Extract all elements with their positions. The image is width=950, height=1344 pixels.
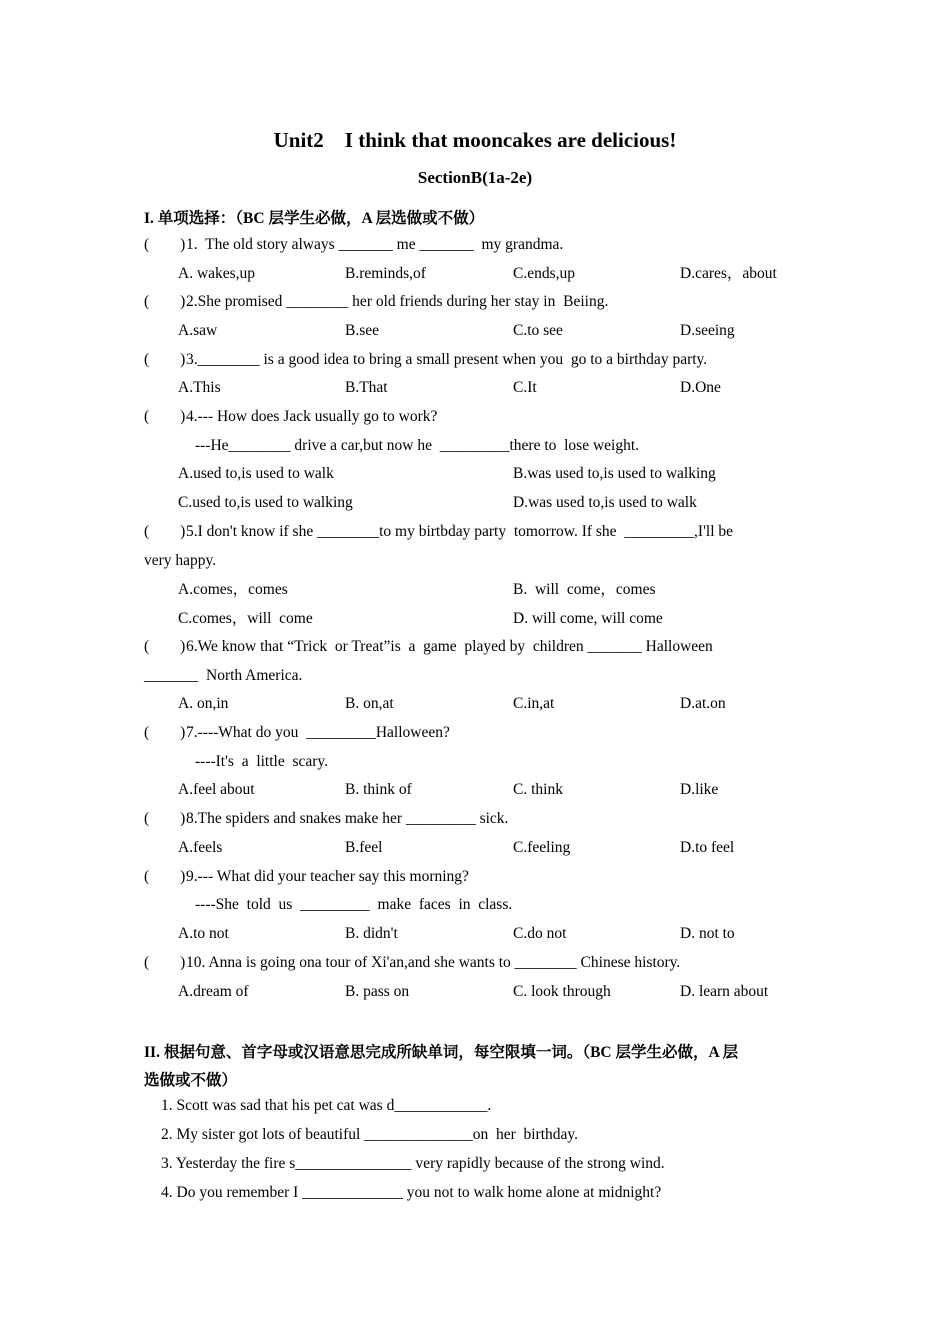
q7-option-d: D.like [680, 781, 719, 798]
q5-option-b: B. will come，comes [513, 581, 656, 598]
q1-option-d: D.cares，about [680, 265, 777, 282]
answer-blank-4: ( ) [144, 408, 186, 425]
question-9-stem: 9.--- What did your teacher say this morning? [186, 868, 469, 885]
q2-option-a: A.saw [178, 322, 218, 339]
q3-option-b: B.That [345, 379, 388, 396]
answer-blank-10: ( ) [144, 954, 186, 971]
q7-option-b: B. think of [345, 781, 412, 798]
question-8-stem: 8.The spiders and snakes make her _________ sick. [186, 810, 509, 827]
q9-option-d: D. not to [680, 925, 735, 942]
q2-option-c: C.to see [513, 322, 563, 339]
q9-option-c: C.do not [513, 925, 567, 942]
q3-option-a: A.This [178, 379, 221, 396]
answer-blank-5: ( ) [144, 523, 186, 540]
q10-option-b: B. pass on [345, 983, 410, 1000]
answer-blank-8: ( ) [144, 810, 186, 827]
q1-option-c: C.ends,up [513, 265, 575, 282]
q7-option-c: C. think [513, 781, 563, 798]
question-4-stem: 4.--- How does Jack usually go to work? [186, 408, 438, 425]
question-2-stem: 2.She promised ________ her old friends during her stay in Beiing. [186, 293, 609, 310]
q3-option-d: D.One [680, 379, 721, 396]
fill-item-2: 2. My sister got lots of beautiful ______________on her birthday. [161, 1126, 579, 1143]
question-6-stem: 6.We know that “Trick or Treat”is a game played by children _______ Halloween [186, 638, 713, 655]
answer-blank-2: ( ) [144, 293, 186, 310]
q6-option-a: A. on,in [178, 695, 229, 712]
fill-item-4: 4. Do you remember I _____________ you not to walk home alone at midnight? [161, 1184, 662, 1201]
question-9-response: ----She told us _________ make faces in class. [195, 896, 513, 913]
q4-option-a: A.used to,is used to walk [178, 465, 334, 482]
answer-blank-1: ( ) [144, 236, 186, 253]
q4-option-b: B.was used to,is used to walking [513, 465, 716, 482]
question-7-stem: 7.----What do you _________Halloween? [186, 724, 450, 741]
q5-option-c: C.comes，will come [178, 610, 313, 627]
page-title: Unit2 I think that mooncakes are delicious! [273, 128, 677, 152]
q8-option-a: A.feels [178, 839, 223, 856]
question-6-stem-continued: _______ North America. [144, 667, 303, 684]
q8-option-d: D.to feel [680, 839, 735, 856]
q6-option-c: C.in,at [513, 695, 555, 712]
q9-option-a: A.to not [178, 925, 229, 942]
section-2-heading: II. 根据句意、首字母或汉语意思完成所缺单词，每空限填一词。（BC 层学生必做，A 层 [144, 1044, 739, 1061]
question-5-stem: 5.I don't know if she ________to my birtbday party tomorrow. If she _________,I'll be [186, 523, 734, 540]
answer-blank-3: ( ) [144, 351, 186, 368]
question-7-response: ----It's a little scary. [195, 753, 329, 770]
section-2-heading-continued: 选做或不做） [144, 1072, 238, 1089]
q6-option-d: D.at.on [680, 695, 726, 712]
q1-option-b: B.reminds,of [345, 265, 426, 282]
q10-option-d: D. learn about [680, 983, 769, 1000]
q9-option-b: B. didn't [345, 925, 398, 942]
q4-option-c: C.used to,is used to walking [178, 494, 353, 511]
fill-item-1: 1. Scott was sad that his pet cat was d____________. [161, 1097, 492, 1114]
q6-option-b: B. on,at [345, 695, 394, 712]
q8-option-c: C.feeling [513, 839, 571, 856]
question-1-stem: 1. The old story always _______ me _______ my grandma. [186, 236, 564, 253]
answer-blank-7: ( ) [144, 724, 186, 741]
answer-blank-9: ( ) [144, 868, 186, 885]
answer-blank-6: ( ) [144, 638, 186, 655]
q7-option-a: A.feel about [178, 781, 255, 798]
section-1-heading: I. 单项选择：（BC 层学生必做，A 层选做或不做） [144, 210, 485, 227]
q5-option-d: D. will come, will come [513, 610, 663, 627]
q4-option-d: D.was used to,is used to walk [513, 494, 697, 511]
fill-item-3: 3. Yesterday the fire s_______________ very rapidly because of the strong wind. [161, 1155, 665, 1172]
q10-option-c: C. look through [513, 983, 611, 1000]
q8-option-b: B.feel [345, 839, 383, 856]
q3-option-c: C.It [513, 379, 537, 396]
question-3-stem: 3.________ is a good idea to bring a small present when you go to a birthday party. [186, 351, 708, 368]
q2-option-b: B.see [345, 322, 380, 339]
question-5-stem-continued: very happy. [144, 552, 217, 569]
question-4-response: ---He________ drive a car,but now he _________there to lose weight. [195, 437, 640, 454]
q2-option-d: D.seeing [680, 322, 735, 339]
page-subtitle: SectionB(1a-2e) [417, 168, 533, 187]
question-10-stem: 10. Anna is going ona tour of Xi'an,and she wants to ________ Chinese history. [186, 954, 681, 971]
q10-option-a: A.dream of [178, 983, 249, 1000]
q5-option-a: A.comes，comes [178, 581, 288, 598]
q1-option-a: A. wakes,up [178, 265, 256, 282]
